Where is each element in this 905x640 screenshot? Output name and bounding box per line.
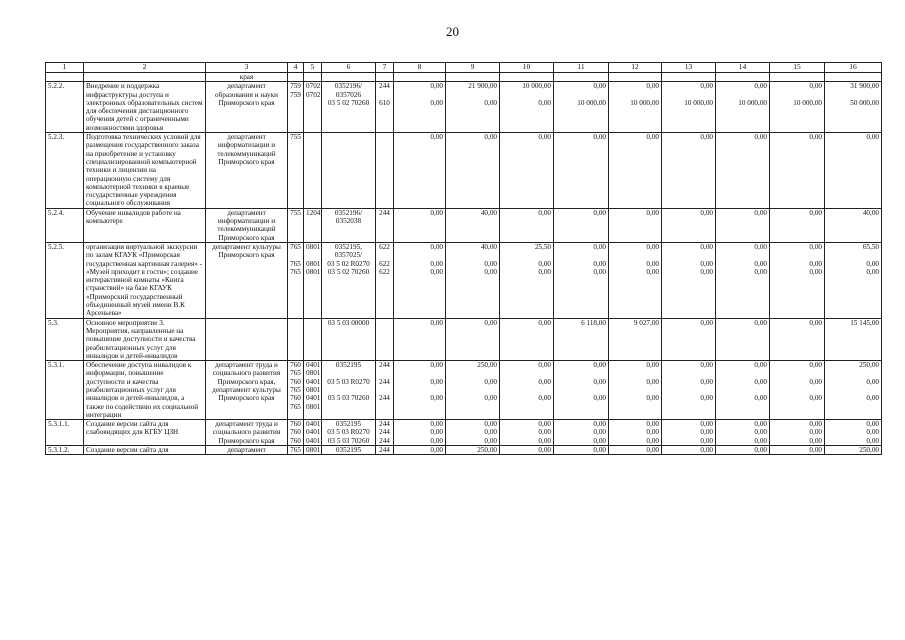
amount-2017-cell: 0,00 <box>609 208 662 242</box>
amount-2020-cell: 0,00 <box>770 446 825 455</box>
amount-2016-cell: 0,00 <box>554 208 609 242</box>
target-article-cell: 0352195 03 5 03 R0270 03 5 03 70260 <box>322 420 376 446</box>
column-header: 12 <box>609 63 662 73</box>
amount-2020-cell: 0,00 <box>770 208 825 242</box>
amount-2016-cell: 0,00 <box>554 446 609 455</box>
amount-total-cell <box>825 73 882 82</box>
target-article-cell: 0352196/ 0352038 <box>322 208 376 242</box>
amount-2017-cell: 0,00 <box>609 133 662 209</box>
amount-2016-cell: 0,00 <box>554 133 609 209</box>
expense-type-cell: 244 244 244 <box>376 361 394 420</box>
target-article-cell: 0352195 <box>322 446 376 455</box>
section-code-cell <box>304 133 322 209</box>
executor-cell: департамент информатизации и телекоммуникаций Приморского края <box>206 133 288 209</box>
target-article-cell: 0352195, 0357025/ 03 5 02 R0270 03 5 02 70260 <box>322 242 376 318</box>
section-code-cell <box>304 318 322 360</box>
measure-name-cell: Обеспечение доступа инвалидов к информации, повышение доступности и качества реабилитационных услуг для инвалидов и детей-инвалидов, а также по содействию их социальной интеграции <box>84 361 206 420</box>
amount-2015-cell <box>500 73 554 82</box>
table-row <box>46 133 882 209</box>
grbs-code-cell: 755 <box>288 133 304 209</box>
amount-2014-cell: 0,00 0,00 0,00 <box>446 420 500 446</box>
section-code-cell <box>304 73 322 82</box>
amount-2017-cell: 0,00 <box>609 446 662 455</box>
amount-2015-cell: 0,00 <box>500 318 554 360</box>
amount-2015-cell: 0,00 <box>500 446 554 455</box>
amount-2014-cell: 0,00 <box>446 318 500 360</box>
row-number-cell: 5.2.4. <box>46 208 84 242</box>
amount-2016-cell: 0,00 0,00 0,00 <box>554 242 609 318</box>
section-code-cell: 0801 0801 0801 <box>304 242 322 318</box>
section-code-cell: 0702 0702 <box>304 82 322 133</box>
column-header: 2 <box>84 63 206 73</box>
budget-table <box>45 62 882 455</box>
amount-total-cell: 31 900,00 50 000,00 <box>825 82 882 133</box>
table-row <box>46 82 882 133</box>
table-body <box>46 63 882 455</box>
amount-2014-cell: 40,00 <box>446 208 500 242</box>
measure-name-cell: Основное мероприятие 3. Мероприятия, направленные на повышение доступности и качества реабилитационных услуг для инвалидов и детей-инвалидов <box>84 318 206 360</box>
amount-total-cell: 65,50 0,00 0,00 <box>825 242 882 318</box>
table-row <box>46 446 882 455</box>
grbs-code-cell: 765 <box>288 446 304 455</box>
grbs-code-cell: 760 760 760 <box>288 420 304 446</box>
grbs-code-cell: 760 765 760 765 760 765 <box>288 361 304 420</box>
amount-2018-cell: 0,00 <box>662 446 716 455</box>
executor-cell: департамент информатизации и телекоммуникаций Приморского края <box>206 208 288 242</box>
page-number: 20 <box>446 24 459 39</box>
amount-2017-cell: 0,00 0,00 0,00 <box>609 420 662 446</box>
amount-2018-cell: 0,00 0,00 0,00 <box>662 420 716 446</box>
expense-type-cell: 244 <box>376 446 394 455</box>
column-header: 16 <box>825 63 882 73</box>
target-article-cell <box>322 73 376 82</box>
amount-2019-cell: 0,00 0,00 0,00 <box>716 361 770 420</box>
measure-name-cell <box>84 73 206 82</box>
amount-2015-cell: 0,00 <box>500 133 554 209</box>
column-header: 15 <box>770 63 825 73</box>
executor-cell: департамент культуры Приморского края <box>206 242 288 318</box>
amount-total-cell: 40,00 <box>825 208 882 242</box>
amount-2018-cell: 0,00 0,00 0,00 <box>662 361 716 420</box>
amount-2015-cell: 0,00 0,00 0,00 <box>500 420 554 446</box>
expense-type-cell: 244 610 <box>376 82 394 133</box>
amount-2013-cell <box>394 73 446 82</box>
measure-name-cell: Обучение инвалидов работе на компьютере <box>84 208 206 242</box>
column-header: 3 <box>206 63 288 73</box>
column-header: 13 <box>662 63 716 73</box>
amount-2019-cell: 0,00 <box>716 318 770 360</box>
table-row <box>46 361 882 420</box>
column-header: 8 <box>394 63 446 73</box>
amount-2014-cell: 40,00 0,00 0,00 <box>446 242 500 318</box>
executor-cell: департамент образования и науки Приморского края <box>206 82 288 133</box>
amount-2014-cell <box>446 73 500 82</box>
table-row <box>46 318 882 360</box>
amount-2015-cell: 10 000,00 0,00 <box>500 82 554 133</box>
table-row <box>46 420 882 446</box>
amount-2019-cell: 0,00 <box>716 133 770 209</box>
amount-2015-cell: 25,50 0,00 0,00 <box>500 242 554 318</box>
amount-2017-cell: 0,00 0,00 0,00 <box>609 242 662 318</box>
column-header: 11 <box>554 63 609 73</box>
amount-2016-cell: 0,00 0,00 0,00 <box>554 420 609 446</box>
amount-2020-cell: 0,00 0,00 0,00 <box>770 361 825 420</box>
amount-total-cell: 15 145,00 <box>825 318 882 360</box>
amount-2013-cell: 0,00 <box>394 133 446 209</box>
target-article-cell: 0352195 03 5 03 R0270 03 5 03 70260 <box>322 361 376 420</box>
amount-2017-cell: 0,00 0,00 0,00 <box>609 361 662 420</box>
amount-2018-cell: 0,00 0,00 0,00 <box>662 242 716 318</box>
target-article-cell <box>322 133 376 209</box>
column-header: 5 <box>304 63 322 73</box>
column-header: 1 <box>46 63 84 73</box>
amount-2016-cell: 0,00 0,00 0,00 <box>554 361 609 420</box>
amount-2013-cell: 0,00 <box>394 318 446 360</box>
amount-2020-cell: 0,00 10 000,00 <box>770 82 825 133</box>
amount-2013-cell: 0,00 <box>394 446 446 455</box>
row-number-cell <box>46 73 84 82</box>
amount-total-cell: 0,00 0,00 0,00 <box>825 420 882 446</box>
executor-cell: департамент труда и социального развития Приморского края <box>206 420 288 446</box>
amount-2019-cell: 0,00 0,00 0,00 <box>716 242 770 318</box>
row-number-cell: 5.3. <box>46 318 84 360</box>
amount-2020-cell: 0,00 0,00 0,00 <box>770 420 825 446</box>
measure-name-cell: Внедрение и поддержка инфраструктуры доступа и электронных образовательных систем для обеспечения дистанционного обучения детей с ограниченными возможностями здоровья <box>84 82 206 133</box>
grbs-code-cell <box>288 73 304 82</box>
amount-2019-cell: 0,00 <box>716 446 770 455</box>
amount-2016-cell: 0,00 10 000,00 <box>554 82 609 133</box>
amount-2013-cell: 0,00 <box>394 208 446 242</box>
amount-2020-cell: 0,00 <box>770 133 825 209</box>
column-header: 10 <box>500 63 554 73</box>
column-header: 14 <box>716 63 770 73</box>
row-number-cell: 5.3.1.2. <box>46 446 84 455</box>
expense-type-cell: 244 <box>376 208 394 242</box>
amount-2019-cell <box>716 73 770 82</box>
amount-total-cell: 250,00 0,00 0,00 <box>825 361 882 420</box>
amount-2017-cell: 9 027,00 <box>609 318 662 360</box>
amount-2018-cell <box>662 73 716 82</box>
table-row <box>46 73 882 82</box>
amount-2014-cell: 250,00 0,00 0,00 <box>446 361 500 420</box>
table-row <box>46 242 882 318</box>
section-code-cell: 0401 0801 0401 0801 0401 0801 <box>304 361 322 420</box>
amount-2018-cell: 0,00 <box>662 208 716 242</box>
amount-2020-cell: 0,00 <box>770 318 825 360</box>
row-number-cell: 5.2.3. <box>46 133 84 209</box>
amount-2020-cell <box>770 73 825 82</box>
amount-2013-cell: 0,00 0,00 0,00 <box>394 361 446 420</box>
measure-name-cell: Создание версии сайта для <box>84 446 206 455</box>
amount-2016-cell <box>554 73 609 82</box>
expense-type-cell <box>376 318 394 360</box>
amount-2013-cell: 0,00 0,00 0,00 <box>394 420 446 446</box>
executor-cell: края <box>206 73 288 82</box>
amount-2020-cell: 0,00 0,00 0,00 <box>770 242 825 318</box>
amount-2017-cell <box>609 73 662 82</box>
measure-name-cell: Создание версии сайта для слабовидящих для КГБУ ЦЗН <box>84 420 206 446</box>
section-code-cell: 0801 <box>304 446 322 455</box>
column-header: 7 <box>376 63 394 73</box>
executor-cell: департамент <box>206 446 288 455</box>
amount-2018-cell: 0,00 <box>662 318 716 360</box>
measure-name-cell: организация виртуальной экскурсии по залам КГАУК «Приморская государственная картинная галерея» - «Музей приходит в гости»; создание интерактивной комнаты «Книга странствий» на базе КГАУК «Приморский государственный объединенный музей имени В.К Арсеньева» <box>84 242 206 318</box>
amount-2015-cell: 0,00 <box>500 208 554 242</box>
amount-2016-cell: 6 118,00 <box>554 318 609 360</box>
amount-2013-cell: 0,00 0,00 <box>394 82 446 133</box>
executor-cell <box>206 318 288 360</box>
expense-type-cell <box>376 73 394 82</box>
grbs-code-cell <box>288 318 304 360</box>
amount-total-cell: 250,00 <box>825 446 882 455</box>
executor-cell: департамент труда и социального развития Приморского края, департамент культуры Приморского края <box>206 361 288 420</box>
amount-2019-cell: 0,00 10 000,00 <box>716 82 770 133</box>
amount-2018-cell: 0,00 <box>662 133 716 209</box>
amount-2018-cell: 0,00 10 000,00 <box>662 82 716 133</box>
amount-2019-cell: 0,00 <box>716 208 770 242</box>
amount-2014-cell: 0,00 <box>446 133 500 209</box>
amount-2013-cell: 0,00 0,00 0,00 <box>394 242 446 318</box>
grbs-code-cell: 765 765 765 <box>288 242 304 318</box>
column-header: 9 <box>446 63 500 73</box>
amount-2014-cell: 21 900,00 0,00 <box>446 82 500 133</box>
row-number-cell: 5.3.1. <box>46 361 84 420</box>
column-header: 6 <box>322 63 376 73</box>
amount-2015-cell: 0,00 0,00 0,00 <box>500 361 554 420</box>
amount-2019-cell: 0,00 0,00 0,00 <box>716 420 770 446</box>
section-code-cell: 1204 <box>304 208 322 242</box>
table-row <box>46 208 882 242</box>
grbs-code-cell: 755 <box>288 208 304 242</box>
target-article-cell: 03 5 03 00000 <box>322 318 376 360</box>
section-code-cell: 0401 0401 0401 <box>304 420 322 446</box>
amount-total-cell: 0,00 <box>825 133 882 209</box>
expense-type-cell <box>376 133 394 209</box>
amount-2014-cell: 250,00 <box>446 446 500 455</box>
expense-type-cell: 244 244 244 <box>376 420 394 446</box>
amount-2017-cell: 0,00 10 000,00 <box>609 82 662 133</box>
expense-type-cell: 622 622 622 <box>376 242 394 318</box>
column-header: 4 <box>288 63 304 73</box>
target-article-cell: 0352196/ 0357026 03 5 02 70260 <box>322 82 376 133</box>
row-number-cell: 5.2.5. <box>46 242 84 318</box>
measure-name-cell: Подготовка технических условий для размещения государственного заказа на приобретение и установку специализированной компьютерной техники и лицензии на операционную систему для компьютерной техники в краевые государственные учреждения социального обслуживания <box>84 133 206 209</box>
header-row <box>46 63 882 73</box>
row-number-cell: 5.3.1.1. <box>46 420 84 446</box>
row-number-cell: 5.2.2. <box>46 82 84 133</box>
grbs-code-cell: 759 759 <box>288 82 304 133</box>
